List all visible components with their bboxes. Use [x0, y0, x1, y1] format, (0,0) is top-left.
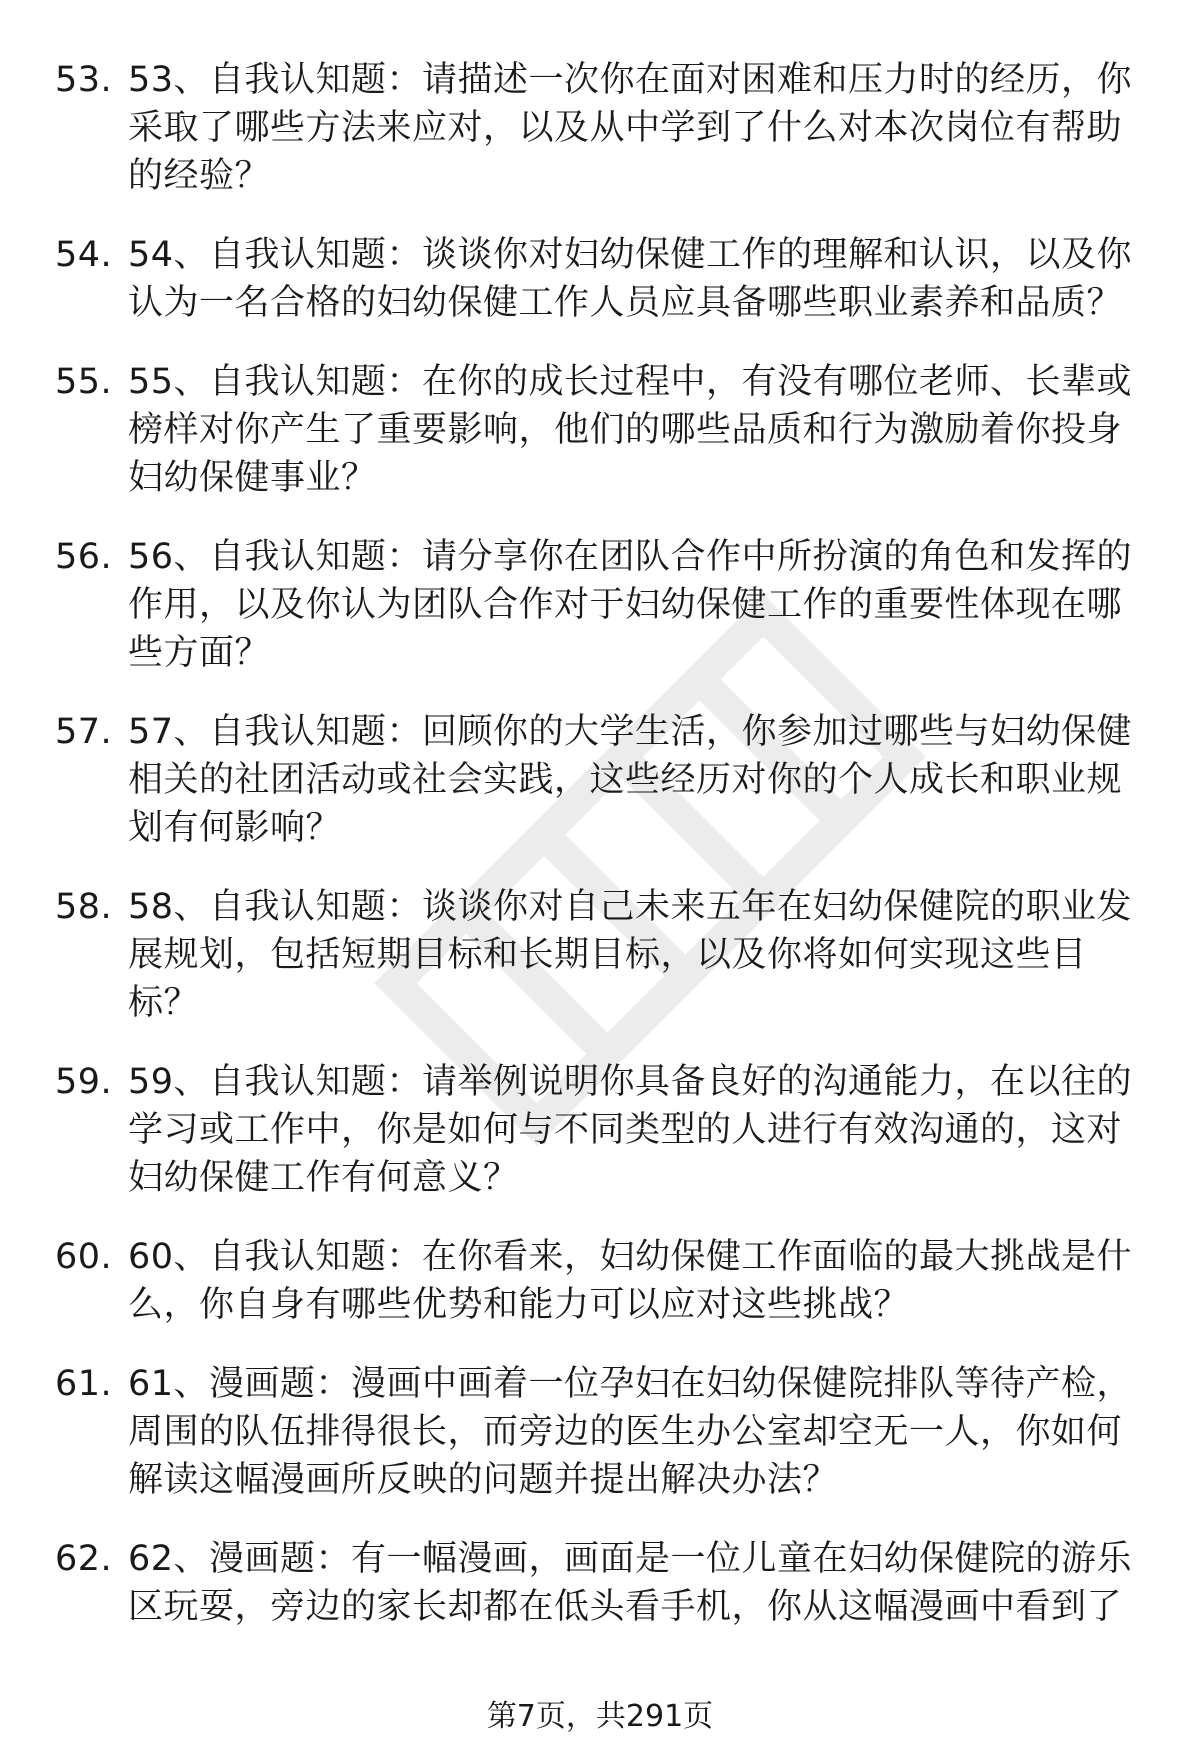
- question-number: 61.: [55, 1364, 113, 1404]
- question-item: [0, 1360, 1200, 1504]
- question-text: 62、漫画题：有一幅漫画，画面是一位儿童在妇幼保健院的游乐区玩耍，旁边的家长却都在低头看手机，你从这幅漫画中看到了: [128, 1539, 1133, 1627]
- page-footer: 第7页，共291页: [486, 1699, 714, 1734]
- question-text: 58、自我认知题：谈谈你对自己未来五年在妇幼保健院的职业发展规划，包括短期目标和长期目标，以及你将如何实现这些目标？: [128, 887, 1133, 1023]
- question-list: [0, 56, 1200, 1662]
- question-text: 57、自我认知题：回顾你的大学生活，你参加过哪些与妇幼保健相关的社团活动或社会实践，这些经历对你的个人成长和职业规划有何影响？: [128, 712, 1133, 848]
- question-number: 54.: [55, 235, 113, 275]
- question-text: 55、自我认知题：在你的成长过程中，有没有哪位老师、长辈或榜样对你产生了重要影响，他们的哪些品质和行为激励着你投身妇幼保健事业？: [128, 362, 1133, 498]
- question-number: 59.: [55, 1062, 113, 1102]
- question-item: [0, 883, 1200, 1027]
- question-item: [0, 533, 1200, 677]
- question-number: 53.: [55, 60, 113, 100]
- question-number: 58.: [55, 887, 113, 927]
- question-text: 61、漫画题：漫画中画着一位孕妇在妇幼保健院排队等待产检，周围的队伍排得很长，而旁边的医生办公室却空无一人，你如何解读这幅漫画所反映的问题并提出解决办法？: [128, 1364, 1133, 1500]
- question-number: 55.: [55, 362, 113, 402]
- question-item: [0, 1233, 1200, 1329]
- question-text: 59、自我认知题：请举例说明你具备良好的沟通能力，在以往的学习或工作中，你是如何与不同类型的人进行有效沟通的，这对妇幼保健工作有何意义？: [128, 1062, 1133, 1198]
- question-text: 56、自我认知题：请分享你在团队合作中所扮演的角色和发挥的作用，以及你认为团队合作对于妇幼保健工作的重要性体现在哪些方面？: [128, 537, 1133, 673]
- question-item: [0, 1535, 1200, 1631]
- question-number: 57.: [55, 712, 113, 752]
- question-text: 53、自我认知题：请描述一次你在面对困难和压力时的经历，你采取了哪些方法来应对，以及从中学到了什么对本次岗位有帮助的经验？: [128, 60, 1133, 196]
- question-item: [0, 358, 1200, 502]
- question-number: 62.: [55, 1539, 113, 1579]
- question-number: 60.: [55, 1237, 113, 1277]
- question-number: 56.: [55, 537, 113, 577]
- question-item: [0, 56, 1200, 200]
- question-item: [0, 231, 1200, 327]
- question-item: [0, 708, 1200, 852]
- question-item: [0, 1058, 1200, 1202]
- question-text: 54、自我认知题：谈谈你对妇幼保健工作的理解和认识，以及你认为一名合格的妇幼保健工作人员应具备哪些职业素养和品质？: [128, 235, 1133, 323]
- question-text: 60、自我认知题：在你看来，妇幼保健工作面临的最大挑战是什么，你自身有哪些优势和能力可以应对这些挑战？: [128, 1237, 1133, 1325]
